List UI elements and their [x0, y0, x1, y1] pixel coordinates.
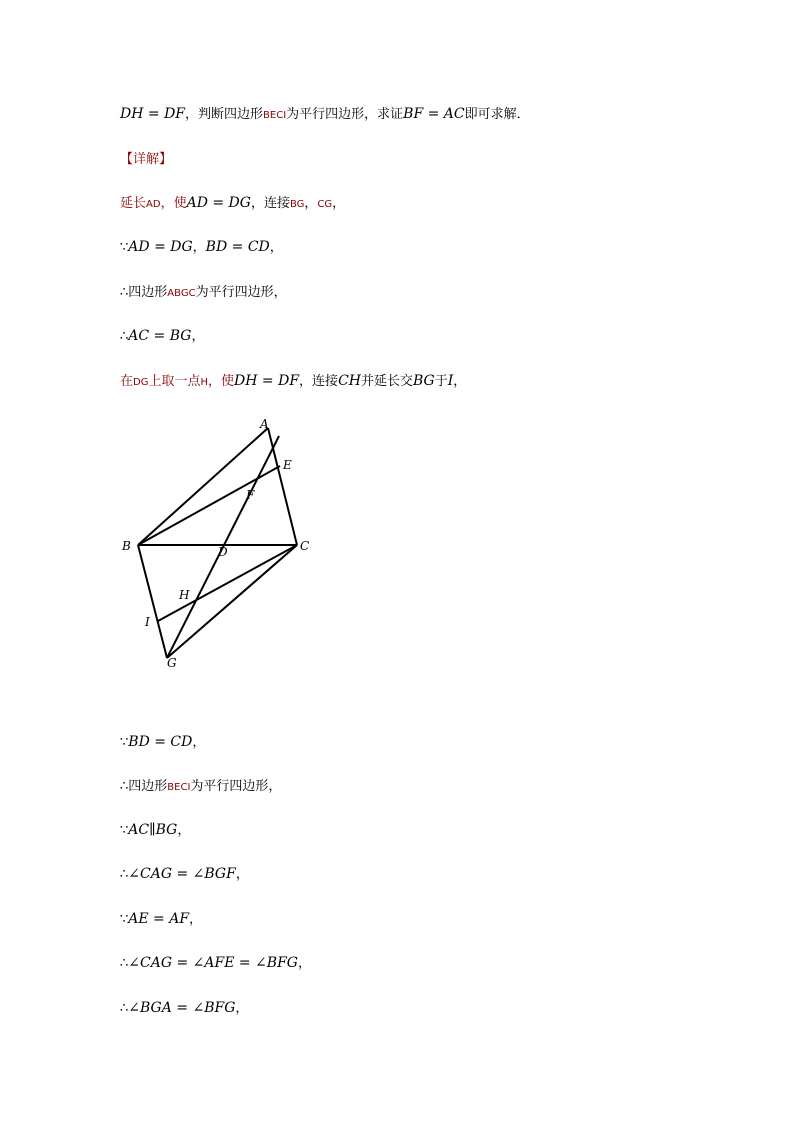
equation-dh-df: DH = DF	[120, 106, 186, 122]
label-g: G	[167, 656, 177, 670]
section-heading: 【详解】	[120, 152, 173, 167]
label-i: I	[145, 615, 150, 629]
label-e: E	[283, 458, 292, 472]
label-c: C	[300, 539, 310, 553]
text-line-9: ∴四边形BECI为平行四边形，	[120, 779, 282, 794]
label-a: A	[260, 417, 269, 431]
text-line-14: ∴∠BGA = ∠BFG，	[120, 1000, 249, 1016]
figure-labels	[121, 417, 309, 670]
text-line-3: 延长AD，使AD = DG，连接BG，CG，	[120, 195, 346, 211]
geometry-figure	[110, 405, 330, 675]
text-line-1: DH = DF，判断四边形BECI为平行四边形，求证BF = AC即可求解．	[120, 106, 530, 122]
text-line-11: ∴∠CAG = ∠BGF，	[120, 866, 249, 882]
label-h: H	[179, 588, 190, 602]
text-line-7: 在DG上取一点H，使DH = DF，连接CH并延长交BG于I，	[120, 373, 467, 389]
text-line-6: ∴AC = BG，	[120, 328, 205, 344]
text-line-4: ∵AD = DG，BD = CD，	[120, 239, 283, 255]
segment-ac	[268, 428, 297, 545]
text-line-8: ∵BD = CD，	[120, 734, 206, 750]
label-f: F	[246, 488, 255, 502]
text-line-12: ∵AE = AF，	[120, 911, 203, 927]
text-line-13: ∴∠CAG = ∠AFE = ∠BFG，	[120, 955, 311, 971]
segment-ab	[138, 428, 268, 545]
text-line-5: ∴四边形ABGC为平行四边形，	[120, 285, 287, 300]
segment-bg	[138, 545, 167, 658]
label-d: D	[218, 545, 228, 559]
figure-lines	[138, 428, 297, 658]
label-b: B	[122, 539, 131, 553]
text-line-10: ∵AC∥BG，	[120, 822, 191, 838]
segment-be	[138, 466, 280, 545]
